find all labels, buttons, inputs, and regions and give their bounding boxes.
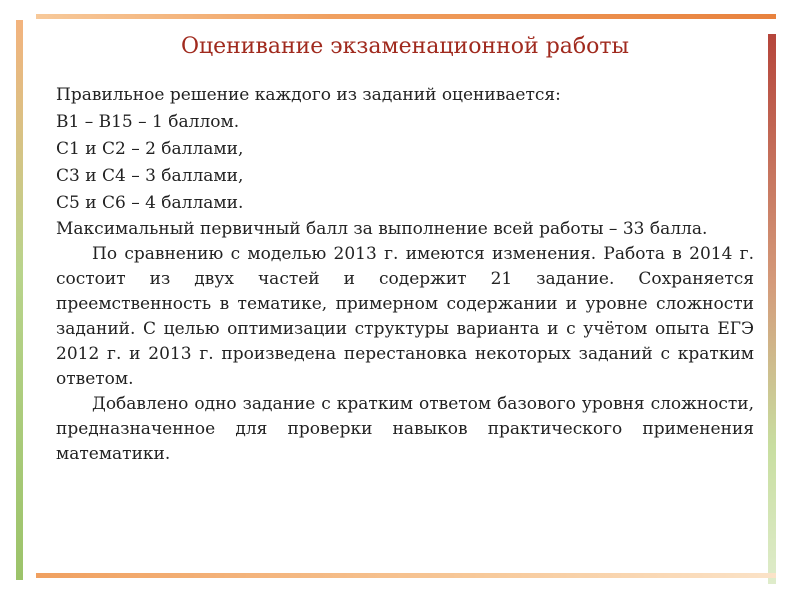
added-task-paragraph: Добавлено одно задание с кратким ответом базового уровня сложности, предназначенное для проверки навыков практического применения математики.	[56, 394, 754, 464]
left-border-bar	[16, 20, 23, 580]
score-line-c3-c4: С3 и С4 – 3 баллами,	[56, 166, 244, 186]
slide-content	[56, 82, 754, 467]
score-line-c5-c6: С5 и С6 – 4 баллами.	[56, 193, 244, 213]
score-line-b1-b15: В1 – В15 – 1 баллом.	[56, 112, 240, 132]
top-border-bar	[36, 14, 776, 19]
intro-text: Правильное решение каждого из заданий оценивается:	[56, 85, 561, 105]
right-border-bar	[768, 34, 776, 584]
score-line-c1-c2: С1 и С2 – 2 баллами,	[56, 139, 244, 159]
max-score-text: Максимальный первичный балл за выполнение всей работы – 33 балла.	[56, 219, 708, 239]
bottom-border-bar	[36, 573, 776, 578]
changes-paragraph: По сравнению с моделью 2013 г. имеются изменения. Работа в 2014 г. состоит из двух частей и содержит 21 задание. Сохраняется преемственность в тематике, примерном содержании и уровне сложности заданий. С целью оптимизации структуры варианта и с учётом опыта ЕГЭ 2012 г. и 2013 г. произведена перестановка некоторых заданий с кратким ответом.	[56, 244, 754, 389]
slide-title: Оценивание экзаменационной работы	[180, 34, 630, 59]
